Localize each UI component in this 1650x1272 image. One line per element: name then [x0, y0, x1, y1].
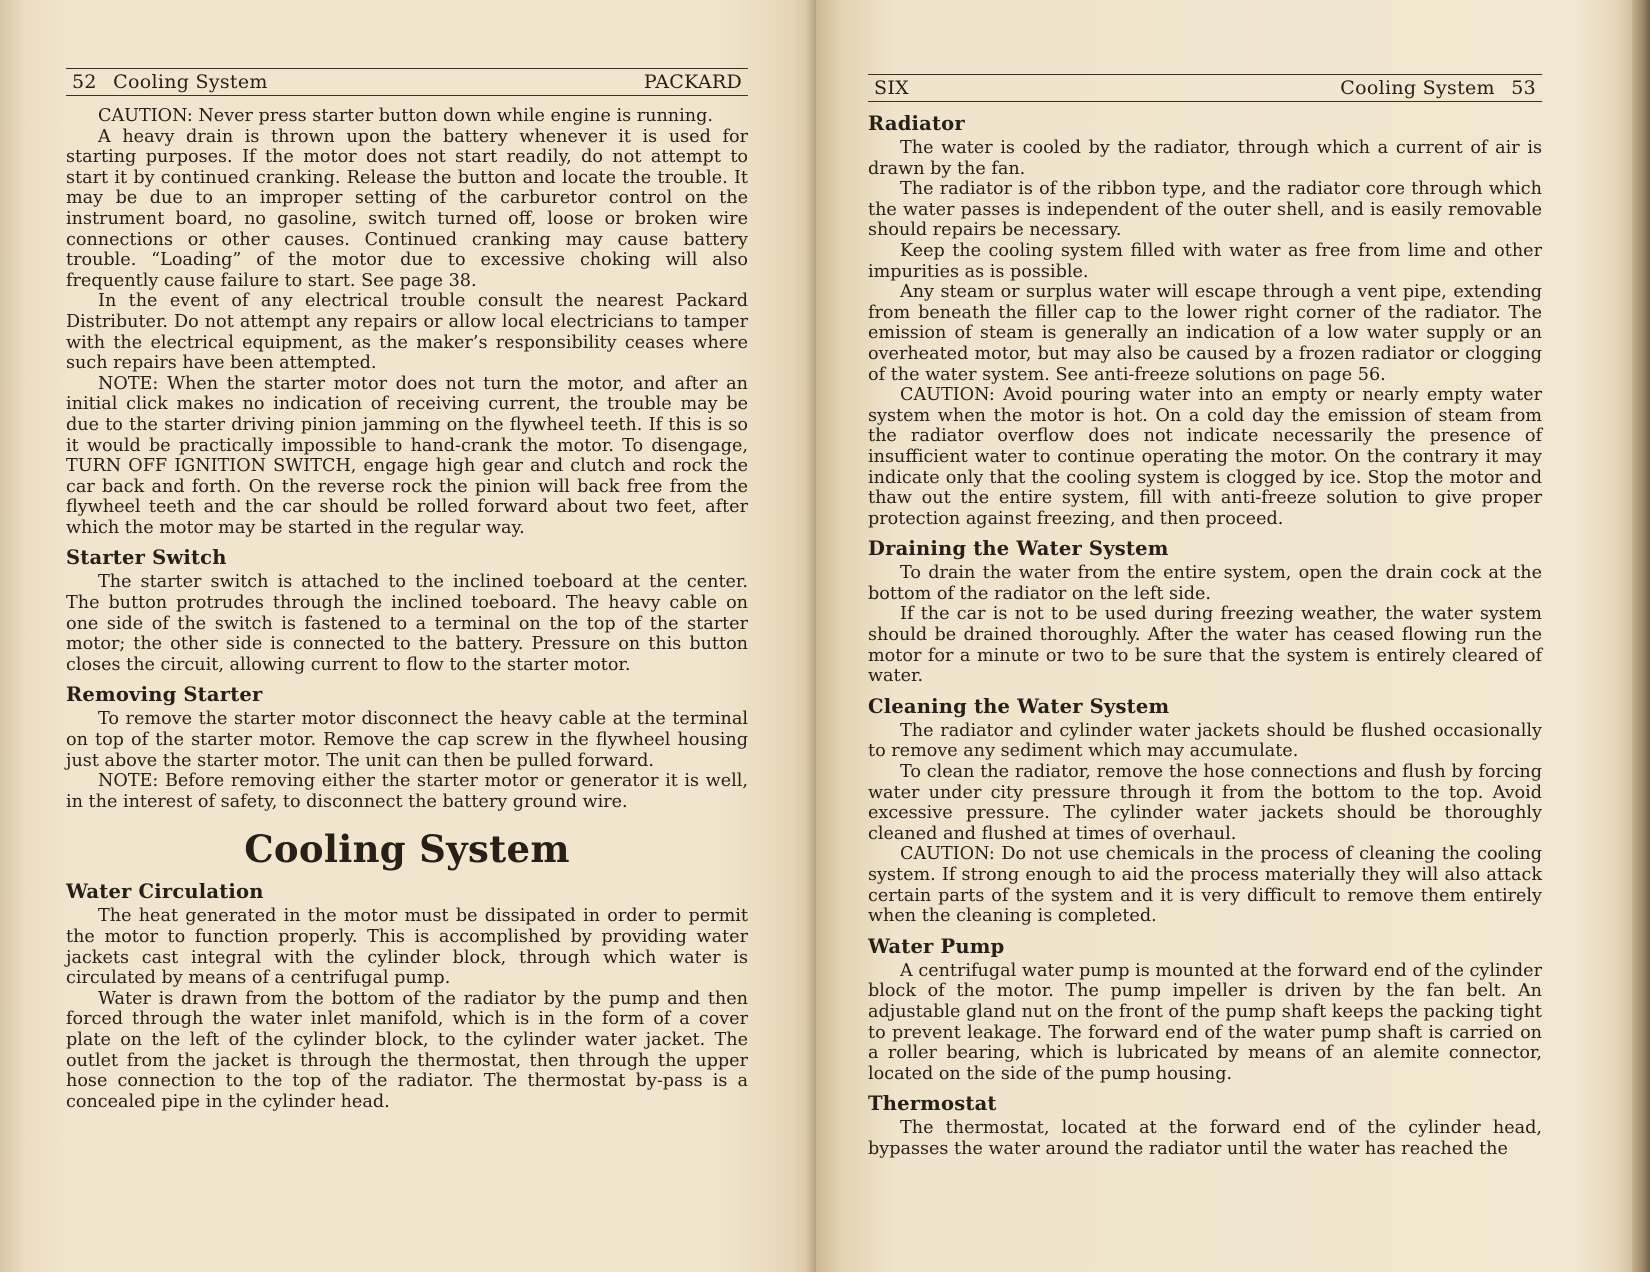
- paragraph: To clean the radiator, remove the hose connections and flush by forcing water under city pressure through it from the bottom to the top. Avoid excessive pressure. The cylinder water jackets should be thoroughly cleaned and flushed at times of overhaul.: [868, 762, 1542, 844]
- note-paragraph: NOTE: Before removing either the starter motor or generator it is well, in the interest of safety, to disconnect the battery ground wire.: [66, 771, 748, 812]
- note-paragraph: NOTE: When the starter motor does not turn the motor, and after an initial click makes no indication of receiving current, the trouble may be due to the starter driving pinion jamming on the flywheel teeth. If this is so it would be practically impossible to hand-crank the motor. To disengage, TURN OFF IGNITION SWITCH, engage high gear and clutch and rock the car back and forth. On the reverse rock the pinion will back free from the flywheel teeth and the car should be rolled forward about two feet, after which the motor may be started in the regular way.: [66, 373, 748, 538]
- section-heading-water-circulation: Water Circulation: [66, 880, 264, 904]
- running-brand: PACKARD: [643, 71, 742, 93]
- right-page-text: [868, 74, 1542, 1160]
- left-page: [0, 0, 816, 1272]
- section-heading-radiator: Radiator: [868, 112, 965, 135]
- running-brand: SIX: [874, 77, 909, 99]
- paragraph: The heat generated in the motor must be dissipated in order to permit the motor to function properly. This is accomplished by providing water jackets cast integral with the cylinder block, through which water is circulated by means of a centrifugal pump.: [66, 906, 748, 989]
- section-heading-thermostat: Thermostat: [868, 1092, 997, 1116]
- section-heading-starter-switch: Starter Switch: [66, 546, 227, 570]
- section-heading-removing-starter: Removing Starter: [66, 683, 263, 707]
- paragraph: If the car is not to be used during freezing weather, the water system should be drained thoroughly. After the water has ceased flowing run the motor for a minute or two to be sure that the system is entirely cleared of water.: [868, 604, 1542, 687]
- caution-paragraph: CAUTION: Avoid pouring water into an empty or nearly empty water system when the motor is hot. On a cold day the emission of steam from the radiator overflow does not indicate necessarily the presence of insufficient water to continue operating the motor. On the contrary it may indicate only that the cooling system is clogged by ice. Stop the motor and thaw out the entire system, fill with anti-freeze solution to give proper protection against freezing, and then proceed.: [868, 385, 1542, 529]
- paragraph: To remove the starter motor disconnect the heavy cable at the terminal on top of the starter motor. Remove the cap screw in the flywheel housing just above the starter motor. The unit can then be pulled forward.: [66, 709, 748, 771]
- page-number: 52: [72, 71, 97, 93]
- running-section-title: Cooling System: [1340, 77, 1495, 99]
- chapter-title: Cooling System: [244, 827, 570, 872]
- paragraph: Any steam or surplus water will escape through a vent pipe, extending from beneath the filler cap to the lower right corner of the radiator. The emission of steam is generally an indication of a low water supply or an overheated motor, but may also be caused by a frozen radiator or clogging of the water system. See anti-freeze solutions on page 56.: [868, 282, 1542, 385]
- paragraph: Water is drawn from the bottom of the radiator by the pump and then forced through the water inlet manifold, which is in the form of a cover plate on the left of the cylinder block, to the cylinder water jacket. The outlet from the jacket is through the thermostat, then through the upper hose connection to the top of the radiator. The thermostat by-pass is a concealed pipe in the cylinder head.: [66, 988, 748, 1112]
- section-heading-water-pump: Water Pump: [868, 934, 1005, 958]
- paragraph: A heavy drain is thrown upon the battery whenever it is used for starting purposes. If the motor does not start readily, do not attempt to start it by continued cranking. Release the button and locate the trouble. It may be due to an improper setting of the carburetor control on the instrument board, no gasoline, switch turned off, loose or broken wire connections or other causes. Continued cranking may cause battery trouble. “Loading” of the motor due to excessive choking will also frequently cause failure to start. See page 38.: [66, 126, 748, 291]
- page-number: 53: [1511, 77, 1536, 99]
- right-page: [816, 0, 1650, 1272]
- book-edge-right: [1632, 0, 1650, 1272]
- paragraph: The thermostat, located at the forward end of the cylinder head, bypasses the water around the radiator until the water has reached the: [868, 1118, 1542, 1159]
- paragraph: The radiator and cylinder water jackets should be flushed occasionally to remove any sediment which may accumulate.: [868, 720, 1542, 762]
- paragraph: To drain the water from the entire system, open the drain cock at the bottom of the radiator on the left side.: [868, 563, 1542, 604]
- left-page-text: [66, 68, 748, 1112]
- caution-paragraph: CAUTION: Do not use chemicals in the process of cleaning the cooling system. If strong enough to aid the process materially they will also attack certain parts of the system and it is very difficult to remove them entirely when the cleaning is completed.: [868, 844, 1542, 927]
- paragraph: Keep the cooling system filled with water as free from lime and other impurities as is possible.: [868, 240, 1542, 282]
- section-heading-cleaning: Cleaning the Water System: [868, 694, 1170, 718]
- left-page-header: [66, 68, 748, 96]
- running-section-title: Cooling System: [113, 71, 268, 93]
- paragraph: A centrifugal water pump is mounted at the forward end of the cylinder block of the motor. The pump impeller is driven by the fan belt. An adjustable gland nut on the front of the pump shaft keeps the packing tight to prevent leakage. The forward end of the water pump shaft is carried on a roller bearing, which is lubricated by means of an alemite connector, located on the side of the pump housing.: [868, 960, 1542, 1084]
- right-page-header: [868, 74, 1542, 102]
- caution-paragraph: CAUTION: Never press starter button down while engine is running.: [98, 106, 713, 126]
- paragraph: In the event of any electrical trouble consult the nearest Packard Distributer. Do not attempt any repairs or allow local electricians to tamper with the electrical equipment, as the maker’s responsibility ceases where such repairs have been attempted.: [66, 291, 748, 374]
- paragraph: The starter switch is attached to the inclined toeboard at the center. The button protrudes through the inclined toeboard. The heavy cable on one side of the switch is fastened to a terminal on the top of the starter motor; the other side is connected to the battery. Pressure on this button closes the circuit, allowing current to flow to the starter motor.: [66, 572, 748, 675]
- paragraph: The water is cooled by the radiator, through which a current of air is drawn by the fan.: [868, 138, 1542, 179]
- section-heading-draining: Draining the Water System: [868, 537, 1169, 561]
- paragraph: The radiator is of the ribbon type, and the radiator core through which the water passes is independent of the outer shell, and is easily removable should repairs be necessary.: [868, 179, 1542, 241]
